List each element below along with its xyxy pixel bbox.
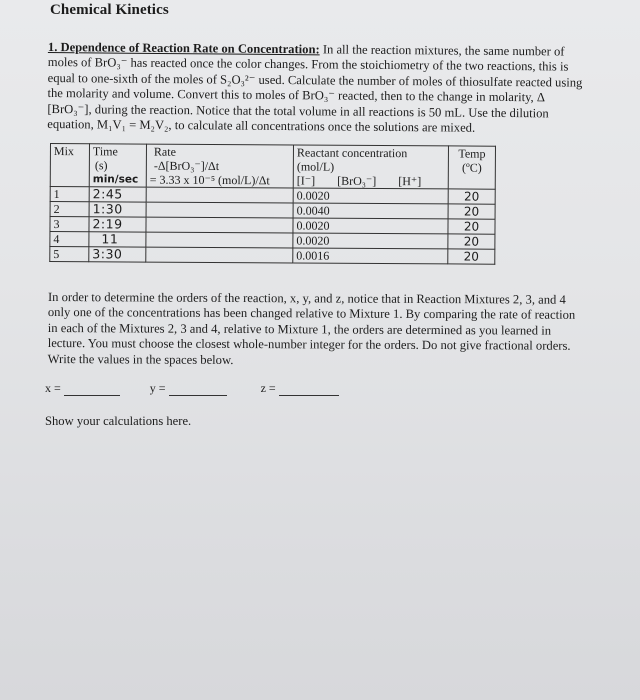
answer-y-line[interactable] bbox=[169, 384, 227, 396]
header-conc-hydrogen: [H⁺] bbox=[398, 174, 422, 189]
kinetics-data-table bbox=[49, 143, 496, 265]
row-mix: 2 bbox=[50, 202, 89, 217]
answer-x-label: x = bbox=[45, 381, 61, 395]
table-row bbox=[50, 247, 495, 265]
row-conc-iodide: 0.0020 bbox=[293, 188, 448, 204]
header-temp-unit: (ºC) bbox=[461, 160, 482, 175]
header-rate-label: Rate bbox=[153, 144, 176, 159]
row-temp: 20 bbox=[448, 219, 495, 234]
header-conc-unit: (mol/L) bbox=[296, 159, 335, 174]
row-rate bbox=[146, 232, 293, 248]
header-rate-expr: -Δ[BrO₃⁻]/Δt bbox=[153, 158, 220, 174]
row-time: 11 bbox=[89, 232, 146, 247]
orders-paragraph: In order to determine the orders of the reaction, x, y, and z, notice that in Reaction Mixtures 2, 3, and 4 only one of the concentrations has been changed relative to Mixture 1. By comparing the rate of reaction in each of the Mixtures 2, 3 and 4, relative to Mixture 1, the orders are determined as you learned in lecture. You must choose the closest whole-number integer for the orders. Do not give fractional orders. Write the values in the spaces below. bbox=[47, 290, 576, 367]
header-conc-iodide: [I⁻] bbox=[296, 173, 316, 188]
header-conc-bromate: [BrO₃⁻] bbox=[337, 173, 377, 188]
header-time-unit: (s) bbox=[94, 158, 108, 173]
header-rate bbox=[146, 144, 293, 188]
intro-paragraph bbox=[47, 40, 588, 137]
section-heading: 1. Dependence of Reaction Rate on Concentration: bbox=[47, 40, 320, 57]
header-time-handwritten: min/sec bbox=[92, 173, 139, 186]
show-calculations-label: Show your calculations here. bbox=[45, 414, 192, 428]
row-time: 2:19 bbox=[89, 217, 146, 232]
row-mix: 3 bbox=[50, 217, 89, 232]
header-temp bbox=[448, 146, 495, 189]
header-conc-label: Reactant concentration bbox=[296, 145, 408, 161]
header-time-label: Time bbox=[92, 144, 118, 159]
answer-x[interactable] bbox=[45, 381, 120, 396]
row-time: 3:30 bbox=[89, 247, 146, 262]
header-temp-label: Temp bbox=[458, 146, 486, 161]
answer-z[interactable] bbox=[261, 381, 339, 396]
answer-z-label: z = bbox=[260, 381, 276, 395]
row-temp: 20 bbox=[448, 204, 495, 219]
header-rate-value: = 3.33 x 10⁻⁵ (mol/L)/Δt bbox=[149, 172, 270, 188]
header-concentration bbox=[293, 145, 448, 189]
header-mix: Mix bbox=[50, 144, 89, 187]
row-rate bbox=[146, 217, 293, 233]
row-conc-iodide: 0.0016 bbox=[293, 248, 448, 264]
row-conc-iodide: 0.0020 bbox=[293, 218, 448, 234]
row-rate bbox=[146, 187, 293, 203]
table-header-row bbox=[50, 144, 495, 190]
row-conc-iodide: 0.0020 bbox=[293, 233, 448, 249]
answer-y-label: y = bbox=[149, 381, 166, 395]
row-mix: 5 bbox=[50, 247, 89, 262]
row-mix: 4 bbox=[50, 232, 89, 247]
row-conc-iodide: 0.0040 bbox=[293, 203, 448, 219]
header-conc-species bbox=[297, 174, 445, 189]
row-time: 1:30 bbox=[89, 202, 146, 217]
header-time bbox=[89, 144, 146, 187]
row-rate bbox=[146, 247, 293, 263]
row-mix: 1 bbox=[50, 187, 89, 202]
row-temp: 20 bbox=[448, 189, 495, 204]
answer-y[interactable] bbox=[150, 381, 227, 396]
answer-z-line[interactable] bbox=[279, 384, 339, 396]
row-time: 2:45 bbox=[89, 187, 146, 202]
row-temp: 20 bbox=[448, 234, 495, 249]
row-temp: 20 bbox=[448, 249, 495, 264]
intro-text: In all the reaction mixtures, the same number of moles of BrO₃⁻ has reacted once the color changes. From the stoichiometry of the two reactions, this is equal to one-sixth of the moles of S₂O₃²⁻ used. Calculate the number of moles of thiosulfate reacted using the molarity and volume. Convert this to moles of BrO₃⁻ reacted, then to the change in molarity, Δ [BrO₃⁻], during the reaction. Notice that the total volume in all reactions is 50 mL. Use the dilution equation, M₁V₁ = M₂V₂, to calculate all concentrations once the solutions are mixed. bbox=[47, 42, 583, 135]
answer-x-line[interactable] bbox=[64, 384, 120, 396]
page-title: Chemical Kinetics bbox=[50, 2, 169, 18]
answer-blanks bbox=[45, 381, 369, 396]
row-rate bbox=[146, 202, 293, 218]
